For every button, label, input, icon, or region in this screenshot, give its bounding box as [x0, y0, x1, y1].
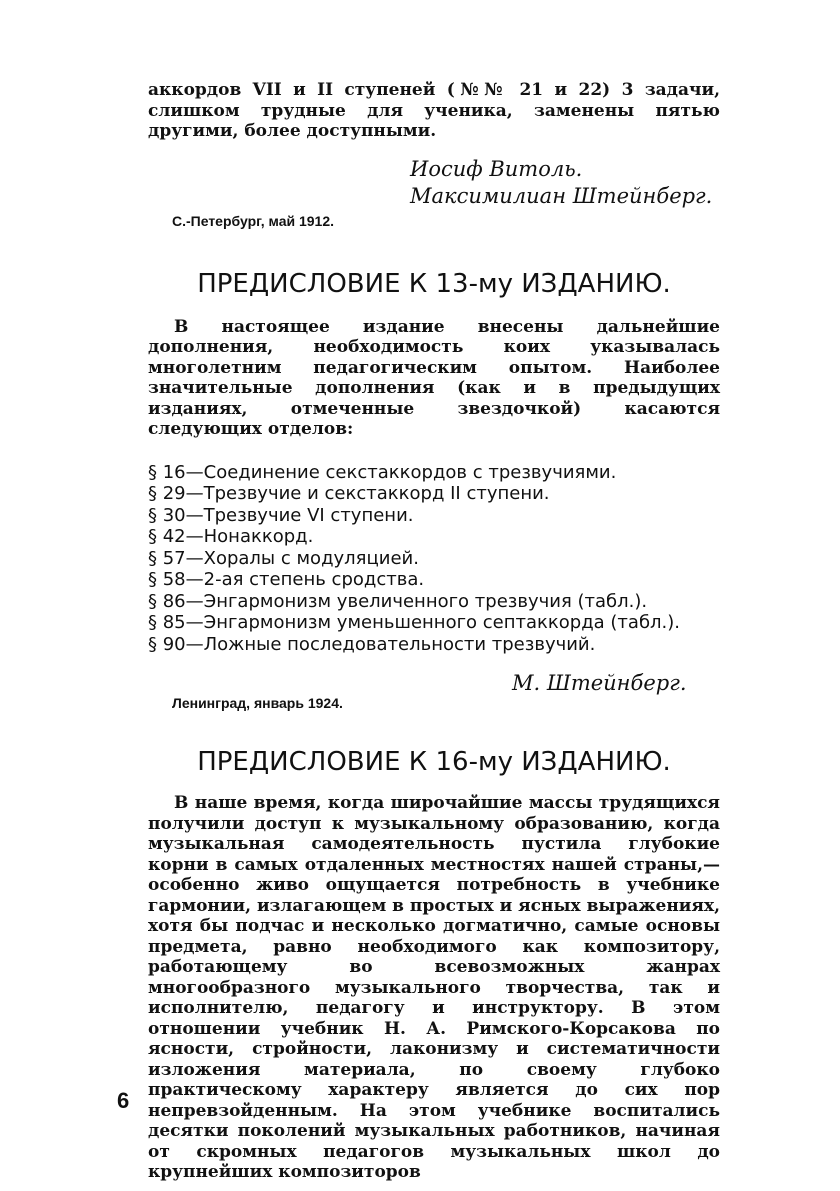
list-item: § 85—Энгармонизм уменьшенного септаккорда (табл.).: [148, 612, 681, 633]
preface-16-paragraph: В наше время, когда широчайшие массы трудящихся получили доступ к музыкальному образованию, когда музыкальная самодеятельность пустила глубокие корни в самых отдаленных местностях нашей страны,—особенно живо ощущается потребность в учебнике гармонии, излагающем в простых и ясных выражениях, хотя бы подчас и несколько догматично, самые основы предмета, равно необходимого как композитору, работающему во всевозможных жанрах многообразного музыкального творчества, так и исполнителю, педагогу и инструктору. В этом отношении учебник Н. А. Римского-Корсакова по ясности, стройности, лаконизму и систематичности изложения материала, по своему глубоко практическому характеру является до сих пор непревзойденным. На этом учебнике воспитались десятки поколений музыкальных работников, начиная от скромных педагогов музыкальных школ до крупнейших композиторов: [148, 793, 720, 1182]
page-number: 6: [117, 1088, 130, 1113]
preface-13-signature: М. Штейнберг.: [512, 671, 687, 695]
list-item: § 16—Соединение секстаккордов с трезвучиями.: [148, 461, 617, 483]
list-item: § 29—Трезвучие и секстаккорд II ступени.: [148, 483, 550, 504]
intro-place-date: С.-Петербург, май 1912.: [172, 212, 335, 229]
list-item: § 30—Трезвучие VI ступени.: [148, 504, 414, 526]
preface-13-paragraph: В настоящее издание внесены дальнейшие дополнения, необходимость коих указывалась многолетним педагогическим опытом. Наиболее значительные дополнения (как и в предыдущих изданиях, отмеченные звездочкой) касаются следующих отделов:: [148, 316, 720, 439]
signature-block: [410, 156, 720, 210]
list-item: § 90—Ложные последовательности трезвучий.: [148, 633, 596, 655]
preface-16-heading: ПРЕДИСЛОВИЕ К 16-му ИЗДАНИЮ.: [197, 747, 671, 777]
preface-13-place-date: Ленинград, январь 1924.: [172, 695, 343, 711]
preface-13-heading: ПРЕДИСЛОВИЕ К 13-му ИЗДАНИЮ.: [197, 268, 671, 299]
intro-paragraph: аккордов VII и II ступеней (№№ 21 и 22) 3 задачи, слишком трудные для ученика, заменены пятью другими, более доступными.: [148, 80, 720, 141]
preface-13-section-list: [148, 462, 720, 656]
signature-steinberg: Максимилиан Штейнберг.: [410, 183, 713, 208]
list-item: § 86—Энгармонизм увеличенного трезвучия (табл.).: [148, 590, 648, 612]
list-item: § 57—Хоралы с модуляцией.: [148, 547, 419, 569]
list-item: § 42—Нонаккорд.: [148, 526, 314, 547]
list-item: § 58—2-ая степень сродства.: [148, 569, 425, 590]
signature-vitol: Иосиф Витоль.: [410, 156, 583, 181]
page-content: [148, 80, 720, 1183]
